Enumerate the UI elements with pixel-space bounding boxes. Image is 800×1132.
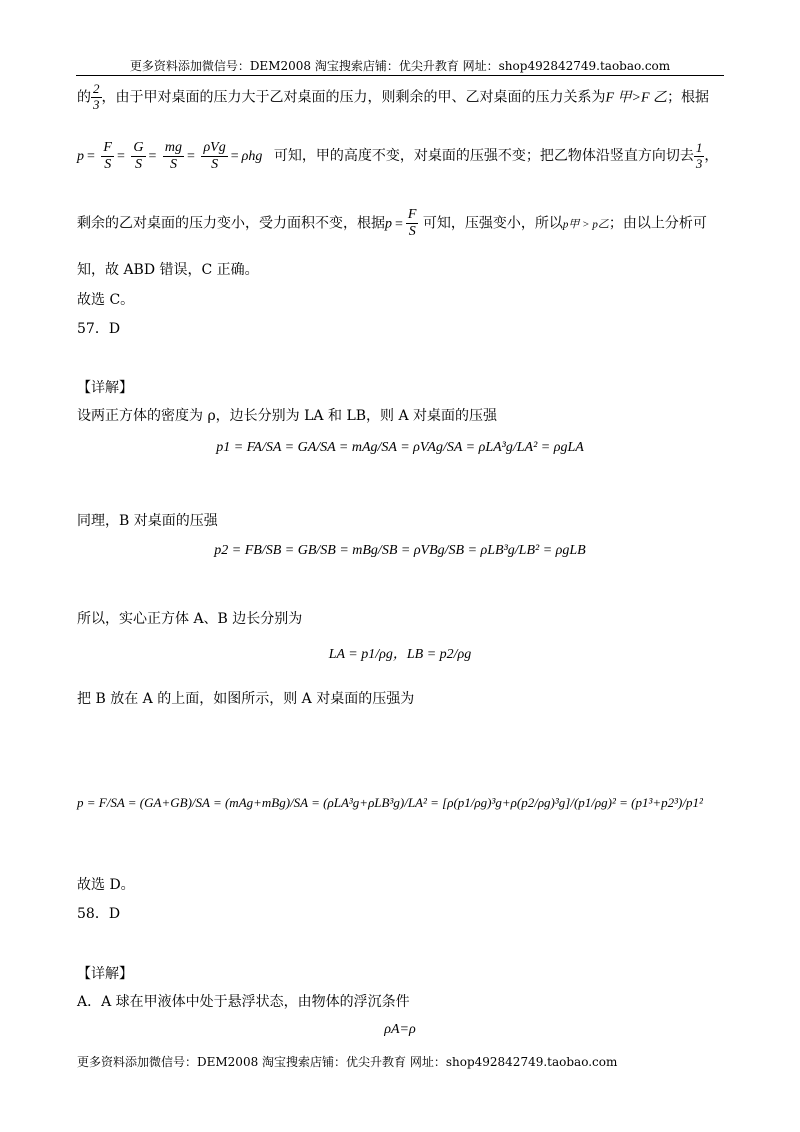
paragraph-line-2: p = $\frac{F}{S}$ = $\frac{G}{S}$ = $\frac{mg}{S}$ = $\frac{\text{ρVg}}{S}$ = ρhg 可知，甲的高度不变，对桌面的压强不变；把乙物体沿竖直方向切去 $\frac{1}{3}$ ， [77,140,719,173]
q57-line-2: 同理，B 对桌面的压强 [77,513,218,529]
page-footer: 更多资料添加微信号：DEM2008 淘宝搜索店铺：优尖升教育 网址：shop492842749.taobao.com [77,1055,618,1069]
fraction-two-thirds: $\frac{2}{3}$ [93,81,100,112]
q57-line-3: 所以，实心正方体 A、B 边长分别为 [77,611,303,627]
line-tail: ；根据 [667,89,710,106]
q58-equation-1: ρA=ρ [384,1022,416,1037]
pressure-relation: F 甲>F 乙 [605,90,668,106]
line-prefix: 的 [77,89,91,106]
paragraph-line-1 [77,82,709,113]
detail-heading-2: 【详解】 [77,966,133,982]
paragraph-line-3: 剩余的乙对桌面的压力变小，受力面积不变，根据p = $\frac{F}{S}$ 可知，压强变小，所以p甲 > p乙；由以上分析可 [77,207,707,240]
question-58-label: 58．D [77,906,121,922]
q57-equation-4: p = F/SA = (GA+GB)/SA = (mAg+mBg)/SA = (ρLA³g+ρLB³g)/LA² = [ρ(p1/ρg)³g+ρ(p2/ρg)³g]/(p1/ρg)² = (p1³+p2³)/p1² [77,795,703,810]
q57-equation-1: p1 = FA/SA = GA/SA = mAg/SA = ρVAg/SA = ρLA³g/LA² = ρgLA [216,440,584,455]
q58-line-1: A．A 球在甲液体中处于悬浮状态，由物体的浮沉条件 [77,994,410,1010]
question-57-label: 57．D [77,321,121,337]
q57-equation-2: p2 = FB/SB = GB/SB = mBg/SB = ρVBg/SB = ρLB³g/LB² = ρgLB [214,543,586,558]
answer-d-57: 故选 D。 [77,877,135,893]
page-header: 更多资料添加微信号：DEM2008 淘宝搜索店铺：优尖升教育 网址：shop492842749.taobao.com [129,59,671,73]
header-divider [76,75,724,76]
answer-c: 故选 C。 [77,292,135,308]
detail-heading-1: 【详解】 [77,380,133,396]
paragraph-line-4: 知，故 ABD 错误，C 正确。 [77,262,259,278]
q57-line-4: 把 B 放在 A 的上面，如图所示，则 A 对桌面的压强为 [77,691,415,707]
line-text: ，由于甲对桌面的压力大于乙对桌面的压力，则剩余的甲、乙对桌面的压力关系为 [101,89,606,106]
q57-equation-3: LA = p1/ρg，LB = p2/ρg [328,647,472,662]
q57-line-1: 设两正方体的密度为 ρ，边长分别为 LA 和 LB，则 A 对桌面的压强 [77,408,498,424]
